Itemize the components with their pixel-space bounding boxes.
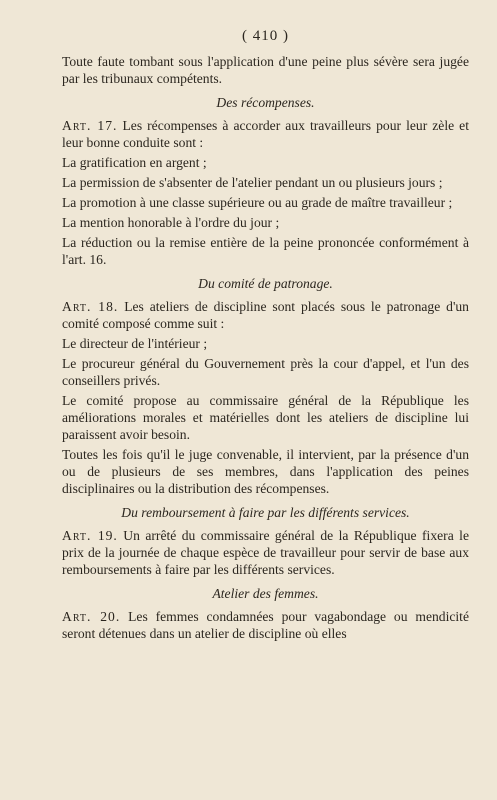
list-item: Le procureur général du Gouvernement près la cour d'appel, et l'un des conseillers privés. xyxy=(62,356,469,388)
article-19 xyxy=(62,527,469,578)
article-text: Un arrêté du commissaire général de la République fixera le prix de la journée de chaque espèce de travailleur pour servir de base aux remboursements à faire par les différents services. xyxy=(62,528,469,577)
article-text: Les ateliers de discipline sont placés sous le patronage d'un comité composé comme suit : xyxy=(62,299,469,331)
section-heading-patronage: Du comité de patronage. xyxy=(198,276,333,291)
article-18 xyxy=(62,298,469,332)
paragraph: Le comité propose au commissaire général de la République les améliorations morales et matérielles dont les ateliers de discipline lui paraissent avoir besoin. xyxy=(62,393,469,442)
section-heading-remboursement: Du remboursement à faire par les différents services. xyxy=(121,505,410,520)
article-label: Art. 19. xyxy=(62,528,118,543)
article-label: Art. 20. xyxy=(62,609,121,624)
section-heading-recompenses: Des récompenses. xyxy=(216,95,315,110)
list-item: La permission de s'absenter de l'atelier pendant un ou plusieurs jours ; xyxy=(62,175,443,190)
list-item: Le directeur de l'intérieur ; xyxy=(62,336,208,351)
article-text: Les récompenses à accorder aux travailleurs pour leur zèle et leur bonne conduite sont : xyxy=(62,118,469,150)
paragraph: Toutes les fois qu'il le juge convenable, il intervient, par la présence d'un ou de plusieurs de ses membres, dans l'application des peines disciplinaires ou la distribution des récompenses. xyxy=(62,447,469,496)
article-label: Art. 17. xyxy=(62,118,118,133)
article-text: Les femmes condamnées pour vagabondage ou mendicité seront détenues dans un atelier de discipline où elles xyxy=(62,609,469,641)
article-label: Art. 18. xyxy=(62,299,119,314)
list-item: La réduction ou la remise entière de la peine prononcée conformément à l'art. 16. xyxy=(62,235,469,267)
list-item: La promotion à une classe supérieure ou au grade de maître travailleur ; xyxy=(62,195,453,210)
article-17 xyxy=(62,117,469,151)
section-heading-femmes: Atelier des femmes. xyxy=(212,586,319,601)
list-item: La mention honorable à l'ordre du jour ; xyxy=(62,215,280,230)
page-content xyxy=(62,0,469,645)
list-item: La gratification en argent ; xyxy=(62,155,207,170)
page-number: ( 410 ) xyxy=(242,28,289,44)
paragraph: Toute faute tombant sous l'application d'une peine plus sévère sera jugée par les tribunaux compétents. xyxy=(62,54,469,86)
article-20 xyxy=(62,608,469,642)
